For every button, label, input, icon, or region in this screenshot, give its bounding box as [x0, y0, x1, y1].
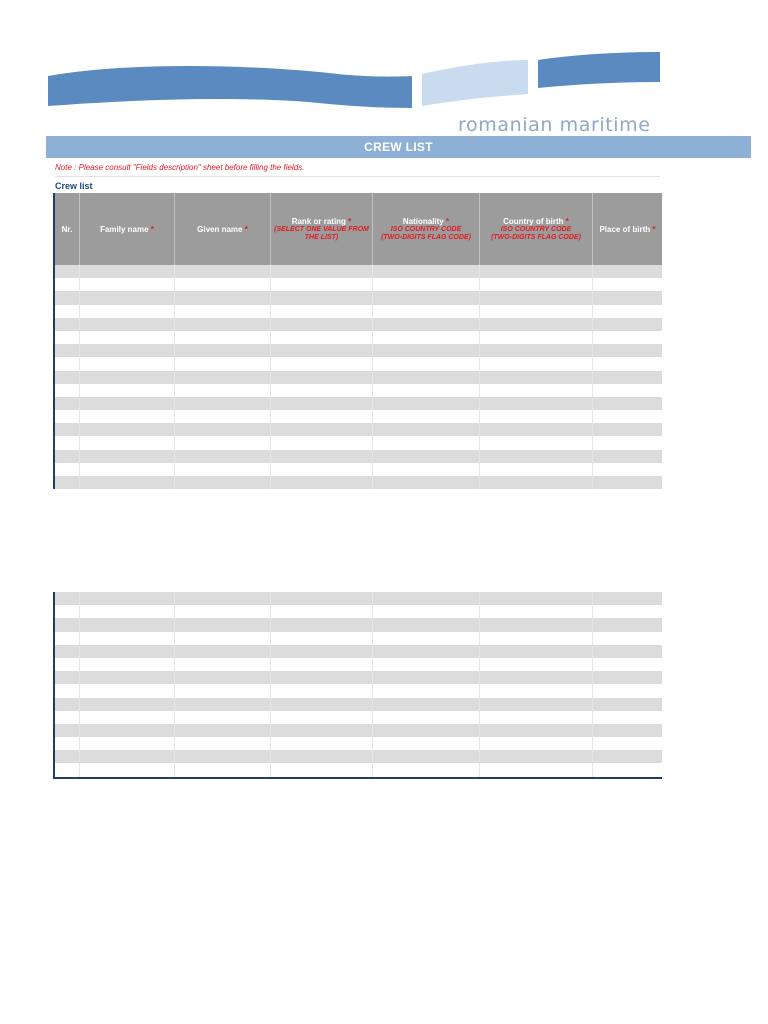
table-cell[interactable] [480, 671, 593, 684]
table-header-row [55, 193, 662, 265]
column-header-given-name [175, 193, 271, 265]
table-cell[interactable] [80, 698, 175, 711]
table-cell[interactable] [175, 618, 271, 631]
table-cell[interactable] [271, 763, 373, 776]
table-cell[interactable] [271, 463, 373, 476]
table-cell[interactable] [480, 344, 593, 357]
table-cell[interactable] [80, 278, 175, 291]
table-cell[interactable] [593, 605, 662, 618]
table-cell[interactable] [271, 476, 373, 489]
table-cell[interactable] [373, 632, 480, 645]
table-cell[interactable] [480, 476, 593, 489]
table-cell[interactable] [55, 305, 80, 318]
table-cell[interactable] [271, 436, 373, 449]
table-cell[interactable] [175, 397, 271, 410]
table-cell[interactable] [175, 423, 271, 436]
table-cell[interactable] [80, 763, 175, 776]
table-cell[interactable] [373, 384, 480, 397]
table-cell[interactable] [593, 344, 662, 357]
table-cell[interactable] [480, 463, 593, 476]
table-cell[interactable] [271, 397, 373, 410]
table-cell[interactable] [271, 711, 373, 724]
column-header-label [503, 217, 569, 226]
table-row [55, 371, 662, 384]
table-cell[interactable] [271, 750, 373, 763]
table-row [55, 278, 662, 291]
table-cell[interactable] [175, 605, 271, 618]
required-marker: * [565, 216, 569, 226]
table-cell[interactable] [480, 423, 593, 436]
table-cell[interactable] [373, 291, 480, 304]
table-cell[interactable] [175, 711, 271, 724]
table-cell[interactable] [480, 371, 593, 384]
required-marker: * [652, 224, 656, 234]
table-cell[interactable] [593, 592, 662, 605]
table-cell[interactable] [593, 698, 662, 711]
table-cell[interactable] [175, 671, 271, 684]
column-header-label [599, 225, 655, 234]
table-row [55, 605, 662, 618]
column-hint-line: ISO COUNTRY CODE [390, 225, 462, 233]
table-cell[interactable] [373, 463, 480, 476]
table-cell[interactable] [55, 684, 80, 697]
table-cell[interactable] [80, 384, 175, 397]
table-cell[interactable] [175, 592, 271, 605]
table-row [55, 737, 662, 750]
column-label-text: Rank or rating [291, 216, 346, 226]
column-header-label [100, 225, 154, 234]
column-header-label [292, 217, 352, 226]
table-body [55, 265, 662, 489]
table-cell[interactable] [480, 632, 593, 645]
table-cell[interactable] [271, 724, 373, 737]
table-row [55, 423, 662, 436]
table-cell[interactable] [271, 371, 373, 384]
table-cell[interactable] [55, 423, 80, 436]
table-cell[interactable] [271, 671, 373, 684]
table-cell[interactable] [55, 318, 80, 331]
column-header-label [62, 225, 73, 234]
table-cell[interactable] [373, 645, 480, 658]
table-cell[interactable] [55, 711, 80, 724]
table-cell[interactable] [271, 698, 373, 711]
table-row [55, 450, 662, 463]
table-cell[interactable] [175, 318, 271, 331]
table-cell[interactable] [55, 371, 80, 384]
table-cell[interactable] [373, 671, 480, 684]
table-cell[interactable] [80, 750, 175, 763]
table-cell[interactable] [593, 618, 662, 631]
table-cell[interactable] [593, 278, 662, 291]
table-cell[interactable] [373, 592, 480, 605]
table-cell[interactable] [373, 658, 480, 671]
table-cell[interactable] [480, 737, 593, 750]
table-cell[interactable] [271, 737, 373, 750]
table-cell[interactable] [593, 331, 662, 344]
column-header-label [403, 217, 449, 226]
column-hint [381, 226, 471, 242]
table-cell[interactable] [593, 711, 662, 724]
column-hint-line: ISO COUNTRY CODE [500, 225, 572, 233]
table-cell[interactable] [80, 671, 175, 684]
table-cell[interactable] [480, 658, 593, 671]
table-cell[interactable] [271, 384, 373, 397]
table-cell[interactable] [80, 463, 175, 476]
table-cell[interactable] [80, 658, 175, 671]
table-cell[interactable] [175, 476, 271, 489]
table-cell[interactable] [480, 724, 593, 737]
table-cell[interactable] [55, 658, 80, 671]
table-cell[interactable] [373, 344, 480, 357]
table-cell[interactable] [55, 737, 80, 750]
table-cell[interactable] [271, 291, 373, 304]
table-cell[interactable] [175, 331, 271, 344]
table-cell[interactable] [80, 291, 175, 304]
table-cell[interactable] [480, 278, 593, 291]
table-cell[interactable] [175, 684, 271, 697]
page-title: CREW LIST [46, 136, 751, 158]
table-cell[interactable] [80, 618, 175, 631]
table-cell[interactable] [480, 357, 593, 370]
table-cell[interactable] [80, 344, 175, 357]
table-cell[interactable] [55, 384, 80, 397]
table-cell[interactable] [373, 410, 480, 423]
table-cell[interactable] [80, 711, 175, 724]
table-row [55, 698, 662, 711]
table-cell[interactable] [271, 357, 373, 370]
table-row [55, 711, 662, 724]
table-cell[interactable] [593, 397, 662, 410]
table-cell[interactable] [80, 397, 175, 410]
table-cell[interactable] [80, 436, 175, 449]
table-cell[interactable] [80, 684, 175, 697]
table-cell[interactable] [55, 763, 80, 776]
table-cell[interactable] [593, 658, 662, 671]
table-cell[interactable] [175, 763, 271, 776]
table-cell[interactable] [373, 724, 480, 737]
table-row [55, 357, 662, 370]
column-header-family-name [80, 193, 175, 265]
table-cell[interactable] [373, 476, 480, 489]
table-cell[interactable] [593, 684, 662, 697]
table-cell[interactable] [593, 436, 662, 449]
table-cell[interactable] [593, 645, 662, 658]
table-row [55, 658, 662, 671]
table-cell[interactable] [593, 632, 662, 645]
table-cell[interactable] [55, 605, 80, 618]
table-row [55, 318, 662, 331]
table-cell[interactable] [271, 265, 373, 278]
table-body-continued [55, 592, 662, 777]
table-cell[interactable] [373, 684, 480, 697]
table-cell[interactable] [271, 645, 373, 658]
table-cell[interactable] [593, 750, 662, 763]
table-cell[interactable] [373, 423, 480, 436]
table-cell[interactable] [55, 450, 80, 463]
table-cell[interactable] [373, 371, 480, 384]
column-header-nationality [373, 193, 480, 265]
required-marker: * [348, 216, 352, 226]
table-cell[interactable] [480, 450, 593, 463]
table-cell[interactable] [55, 463, 80, 476]
column-hint-line: (TWO-DIGITS FLAG CODE) [381, 233, 471, 241]
table-cell[interactable] [480, 265, 593, 278]
logo-text: romanian maritime [458, 114, 651, 136]
table-cell[interactable] [593, 291, 662, 304]
table-cell[interactable] [593, 737, 662, 750]
table-cell[interactable] [55, 645, 80, 658]
table-cell[interactable] [55, 265, 80, 278]
table-cell[interactable] [80, 305, 175, 318]
table-cell[interactable] [593, 305, 662, 318]
required-marker: * [244, 224, 248, 234]
table-cell[interactable] [55, 671, 80, 684]
table-cell[interactable] [175, 645, 271, 658]
table-row [55, 344, 662, 357]
table-cell[interactable] [80, 331, 175, 344]
table-cell[interactable] [480, 318, 593, 331]
table-cell[interactable] [373, 605, 480, 618]
table-cell[interactable] [480, 410, 593, 423]
table-cell[interactable] [373, 618, 480, 631]
table-row [55, 331, 662, 344]
table-cell[interactable] [480, 592, 593, 605]
table-cell[interactable] [373, 305, 480, 318]
table-row [55, 750, 662, 763]
required-marker: * [446, 216, 450, 226]
table-cell[interactable] [55, 436, 80, 449]
table-cell[interactable] [271, 423, 373, 436]
table-cell[interactable] [55, 476, 80, 489]
table-cell[interactable] [480, 384, 593, 397]
column-header-rank-or-rating [271, 193, 373, 265]
table-row [55, 397, 662, 410]
table-cell[interactable] [175, 658, 271, 671]
table-cell[interactable] [480, 436, 593, 449]
table-cell[interactable] [80, 357, 175, 370]
table-cell[interactable] [373, 750, 480, 763]
table-cell[interactable] [175, 724, 271, 737]
table-cell[interactable] [55, 698, 80, 711]
table-cell[interactable] [480, 331, 593, 344]
table-cell[interactable] [55, 618, 80, 631]
table-cell[interactable] [55, 357, 80, 370]
table-cell[interactable] [480, 605, 593, 618]
table-row [55, 684, 662, 697]
table-cell[interactable] [55, 397, 80, 410]
table-row [55, 436, 662, 449]
table-cell[interactable] [593, 763, 662, 776]
table-cell[interactable] [593, 384, 662, 397]
table-cell[interactable] [271, 318, 373, 331]
table-cell[interactable] [55, 410, 80, 423]
table-cell[interactable] [80, 265, 175, 278]
table-cell[interactable] [175, 291, 271, 304]
table-cell[interactable] [175, 410, 271, 423]
crew-list-table-continued [53, 592, 662, 779]
table-row [55, 291, 662, 304]
table-cell[interactable] [55, 750, 80, 763]
table-cell[interactable] [593, 423, 662, 436]
table-cell[interactable] [175, 384, 271, 397]
table-cell[interactable] [271, 605, 373, 618]
table-cell[interactable] [80, 410, 175, 423]
table-cell[interactable] [55, 632, 80, 645]
table-cell[interactable] [175, 278, 271, 291]
logo-wave-left [48, 66, 412, 108]
table-cell[interactable] [80, 423, 175, 436]
table-cell[interactable] [271, 618, 373, 631]
column-label-text: Given name [197, 224, 243, 234]
column-label-text: Country of birth [503, 216, 564, 226]
table-cell[interactable] [593, 357, 662, 370]
table-cell[interactable] [480, 684, 593, 697]
table-cell[interactable] [175, 750, 271, 763]
table-cell[interactable] [593, 265, 662, 278]
table-row [55, 671, 662, 684]
column-hint [491, 226, 581, 242]
table-cell[interactable] [271, 592, 373, 605]
table-cell[interactable] [373, 711, 480, 724]
table-cell[interactable] [480, 645, 593, 658]
table-cell[interactable] [55, 331, 80, 344]
column-hint-line: THE LIST) [304, 233, 339, 241]
table-cell[interactable] [80, 476, 175, 489]
column-header-country-of-birth [480, 193, 593, 265]
table-cell[interactable] [373, 318, 480, 331]
table-cell[interactable] [55, 291, 80, 304]
table-cell[interactable] [373, 450, 480, 463]
table-cell[interactable] [55, 344, 80, 357]
table-cell[interactable] [80, 724, 175, 737]
table-cell[interactable] [80, 450, 175, 463]
table-cell[interactable] [80, 318, 175, 331]
table-cell[interactable] [175, 737, 271, 750]
table-cell[interactable] [480, 291, 593, 304]
table-row [55, 645, 662, 658]
table-cell[interactable] [373, 265, 480, 278]
table-cell[interactable] [593, 463, 662, 476]
table-cell[interactable] [593, 318, 662, 331]
column-label-text: Place of birth [599, 224, 651, 234]
table-cell[interactable] [55, 278, 80, 291]
column-label-text: Nationality [402, 216, 444, 226]
table-cell[interactable] [271, 632, 373, 645]
table-row [55, 618, 662, 631]
crew-list-table [53, 193, 662, 489]
table-row [55, 592, 662, 605]
table-cell[interactable] [271, 684, 373, 697]
table-cell[interactable] [593, 371, 662, 384]
table-cell[interactable] [593, 410, 662, 423]
table-cell[interactable] [175, 305, 271, 318]
table-cell[interactable] [373, 763, 480, 776]
table-cell[interactable] [373, 278, 480, 291]
table-cell[interactable] [175, 436, 271, 449]
table-cell[interactable] [175, 357, 271, 370]
table-row [55, 410, 662, 423]
table-cell[interactable] [373, 397, 480, 410]
column-header-nr [55, 193, 80, 265]
table-cell[interactable] [55, 724, 80, 737]
table-cell[interactable] [373, 737, 480, 750]
table-cell[interactable] [271, 344, 373, 357]
instruction-note: Note : Please consult "Fields description" sheet before filling the fields. [55, 162, 660, 177]
table-cell[interactable] [593, 450, 662, 463]
table-cell[interactable] [271, 305, 373, 318]
table-cell[interactable] [271, 331, 373, 344]
table-cell[interactable] [80, 605, 175, 618]
section-label: Crew list [55, 181, 93, 191]
table-row [55, 463, 662, 476]
table-cell[interactable] [271, 410, 373, 423]
table-cell[interactable] [373, 357, 480, 370]
table-cell[interactable] [480, 305, 593, 318]
column-hint-line: (TWO-DIGITS FLAG CODE) [491, 233, 581, 241]
table-cell[interactable] [480, 763, 593, 776]
table-row [55, 384, 662, 397]
table-cell[interactable] [480, 397, 593, 410]
table-row [55, 632, 662, 645]
column-header-label [197, 225, 248, 234]
table-cell[interactable] [175, 632, 271, 645]
table-cell[interactable] [80, 632, 175, 645]
table-row [55, 476, 662, 489]
table-row [55, 763, 662, 776]
table-cell[interactable] [593, 476, 662, 489]
table-cell[interactable] [175, 698, 271, 711]
table-cell[interactable] [373, 436, 480, 449]
table-cell[interactable] [480, 711, 593, 724]
table-cell[interactable] [80, 371, 175, 384]
column-header-place-of-birth [593, 193, 662, 265]
table-cell[interactable] [271, 278, 373, 291]
column-label-text: Nr. [61, 224, 73, 234]
table-cell[interactable] [55, 592, 80, 605]
table-row [55, 724, 662, 737]
table-cell[interactable] [480, 698, 593, 711]
table-cell[interactable] [175, 450, 271, 463]
table-cell[interactable] [80, 592, 175, 605]
table-cell[interactable] [480, 750, 593, 763]
table-cell[interactable] [80, 645, 175, 658]
table-cell[interactable] [175, 344, 271, 357]
table-cell[interactable] [373, 331, 480, 344]
required-marker: * [150, 224, 154, 234]
logo-wave-right [538, 52, 660, 88]
column-label-text: Family name [100, 224, 149, 234]
table-cell[interactable] [593, 724, 662, 737]
table-cell[interactable] [480, 618, 593, 631]
column-hint-line: (SELECT ONE VALUE FROM [274, 225, 369, 233]
table-row [55, 305, 662, 318]
table-cell[interactable] [271, 450, 373, 463]
table-cell[interactable] [593, 671, 662, 684]
table-cell[interactable] [271, 658, 373, 671]
table-cell[interactable] [175, 371, 271, 384]
logo-wave-middle [422, 60, 528, 106]
table-cell[interactable] [175, 463, 271, 476]
table-cell[interactable] [80, 737, 175, 750]
table-cell[interactable] [373, 698, 480, 711]
table-cell[interactable] [175, 265, 271, 278]
table-row [55, 265, 662, 278]
column-hint [274, 226, 369, 242]
